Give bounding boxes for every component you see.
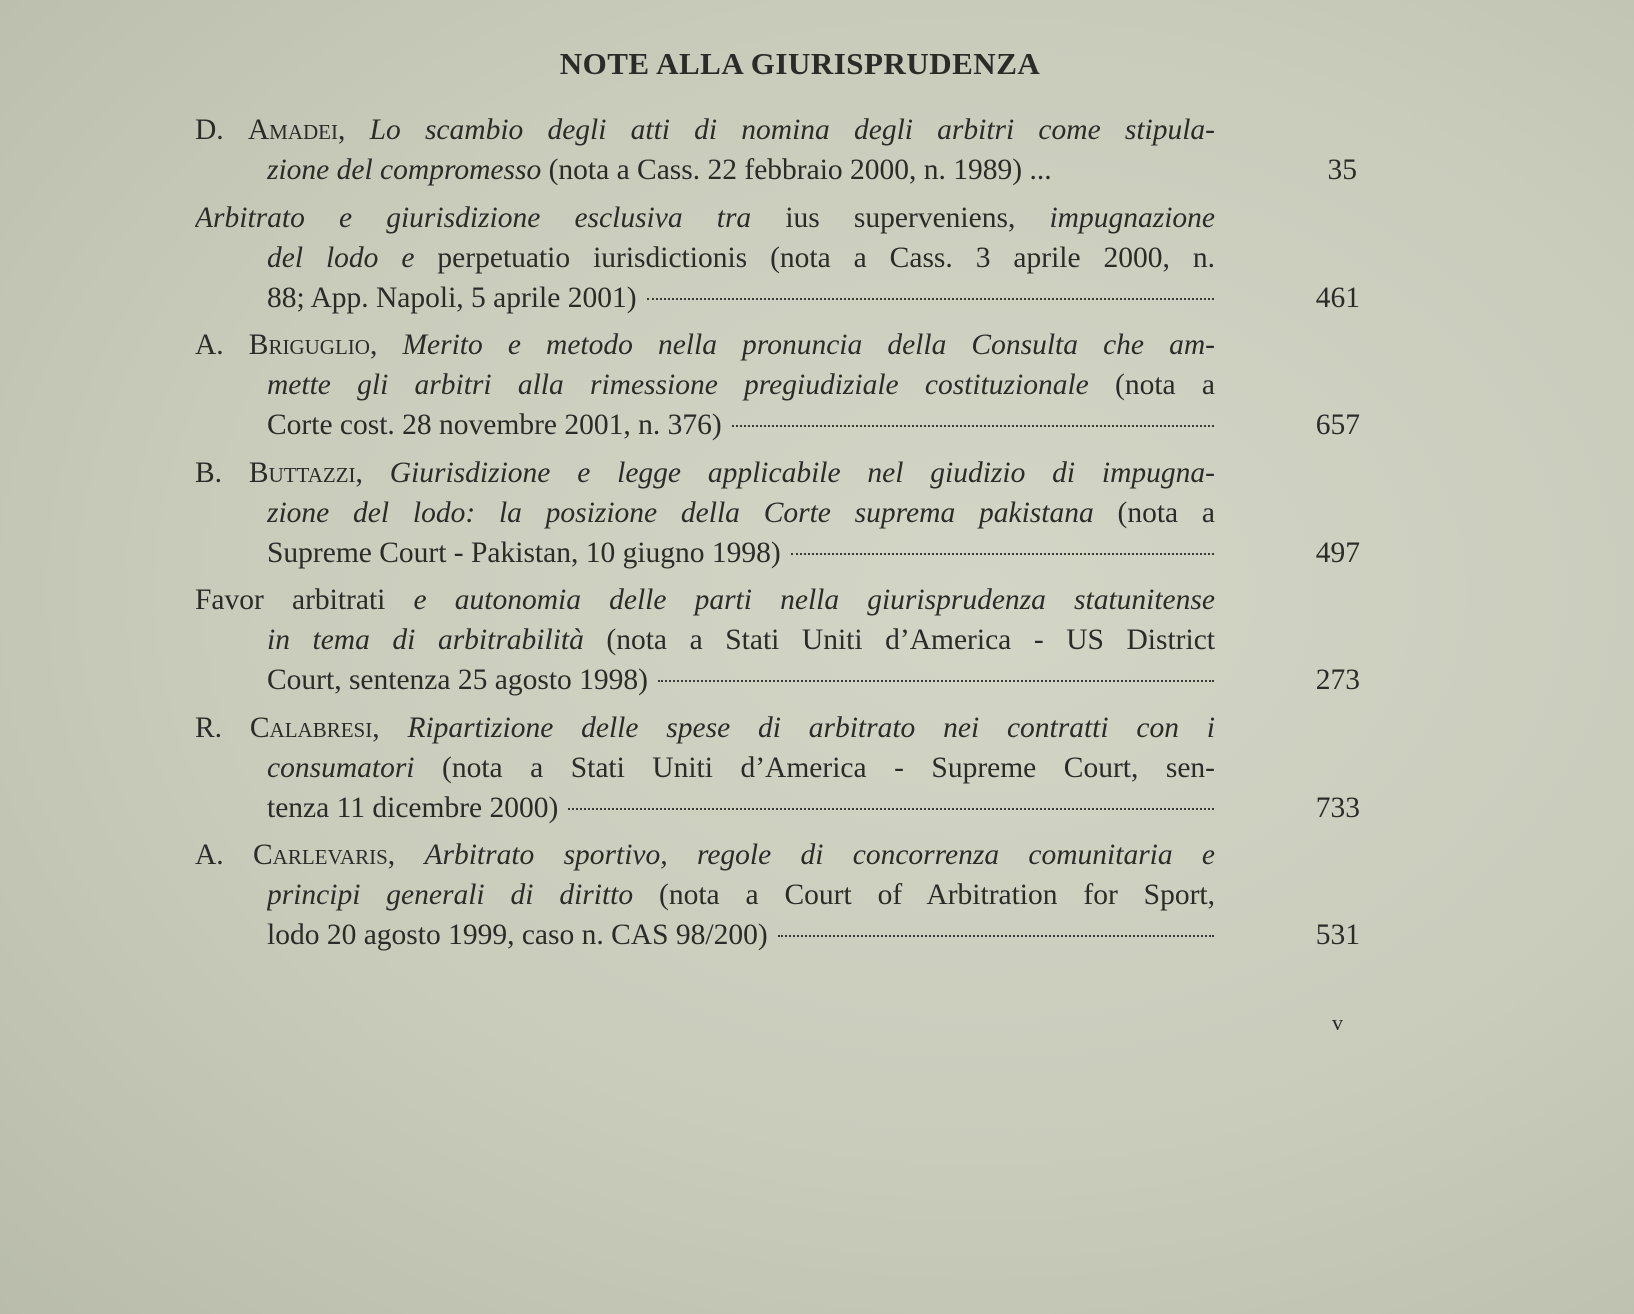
text-segment: ius superveniens,: [751, 201, 1050, 234]
page-number: 273: [1315, 664, 1360, 696]
entry-text: [267, 875, 1215, 915]
toc-line: [195, 493, 1360, 533]
toc-line: [195, 365, 1360, 405]
title-italic: Arbitrato e giurisdizione esclusiva tra: [195, 201, 752, 234]
section-title: NOTE ALLA GIURISPRUDENZA: [559, 46, 1041, 81]
entry-text: [195, 198, 1215, 238]
title-italic: Ripartizione delle spese di arbitrato nei contratti con i: [407, 711, 1215, 744]
toc-entry: [195, 110, 1360, 190]
text-segment: (nota a Cass. 22 febbraio 2000, n. 1989) ...: [541, 154, 1052, 186]
entry-text: [195, 835, 1215, 875]
text-segment: Supreme Court - Pakistan, 10 giugno 1998): [267, 536, 781, 569]
text-segment: Court, sentenza 25 agosto 1998): [267, 664, 648, 696]
toc-line: [195, 788, 1360, 828]
text-segment: (nota a Stati Uniti d’America - Supreme Court, sen-: [414, 751, 1215, 784]
text-segment: ,: [338, 114, 370, 146]
title-italic: impugnazione: [1049, 201, 1215, 234]
entry-text: [195, 110, 1215, 150]
page-number: 733: [1315, 791, 1360, 824]
toc-line: [195, 708, 1360, 748]
entry-text: [267, 405, 722, 445]
toc-line: [195, 325, 1360, 365]
text-segment: perpetuatio iurisdictionis (nota a Cass. 3 aprile 2000, n.: [414, 241, 1215, 274]
text-segment: tenza 11 dicembre 2000): [267, 791, 559, 824]
text-segment: D.: [195, 114, 248, 146]
text-segment: (nota a: [1088, 369, 1215, 401]
toc-line: [195, 110, 1360, 150]
toc-line: [195, 238, 1360, 278]
text-segment: (nota a: [1093, 496, 1215, 529]
toc-entry: [195, 325, 1360, 445]
entry-text: [195, 453, 1215, 493]
entry-text: [195, 708, 1215, 748]
table-of-contents: [195, 110, 1360, 963]
page-number: 461: [1315, 281, 1360, 314]
dot-leader: [568, 808, 1214, 810]
dot-leader: [732, 425, 1214, 427]
toc-line: [195, 875, 1360, 915]
title-italic: Giurisdizione e legge applicabile nel giudizio di impugna-: [389, 456, 1215, 489]
text-segment: R.: [195, 711, 250, 744]
entry-text: [195, 325, 1215, 365]
entry-text: [267, 493, 1215, 533]
title-italic: zione del compromesso: [267, 154, 542, 186]
toc-line: [195, 198, 1360, 238]
author-name: Calabresi: [249, 711, 373, 744]
title-italic: consumatori: [267, 751, 415, 784]
toc-line: [195, 620, 1360, 660]
title-italic: principi generali di diritto: [267, 879, 634, 911]
author-name: Carlevaris: [252, 839, 388, 871]
text-segment: (nota a Stati Uniti d’America - US District: [583, 624, 1215, 656]
text-segment: Favor arbitrati: [195, 584, 414, 616]
title-italic: e autonomia delle parti nella giurisprudenza statunitense: [413, 584, 1215, 616]
toc-line: [195, 748, 1360, 788]
page-number: 531: [1315, 919, 1360, 951]
title-italic: Merito e metodo nella pronuncia della Consulta che am-: [402, 329, 1215, 361]
text-segment: Corte cost. 28 novembre 2001, n. 376): [267, 409, 722, 441]
entry-text: [267, 150, 1215, 190]
title-italic: del lodo e: [267, 241, 415, 274]
toc-line: [195, 278, 1360, 318]
dot-leader: [791, 553, 1214, 555]
author-name: Buttazzi: [248, 456, 356, 489]
toc-entry: [195, 580, 1360, 700]
toc-line: [195, 660, 1360, 700]
text-segment: A.: [195, 329, 249, 361]
author-name: Briguglio: [248, 329, 370, 361]
dot-leader: [778, 935, 1214, 937]
text-segment: lodo 20 agosto 1999, caso n. CAS 98/200): [267, 919, 768, 951]
entry-text: [267, 788, 558, 828]
entry-text: [267, 365, 1215, 405]
author-name: Amadei: [247, 114, 339, 146]
text-segment: 88; App. Napoli, 5 aprile 2001): [267, 281, 637, 314]
title-italic: Arbitrato sportivo, regole di concorrenza comunitaria e: [424, 839, 1215, 871]
page-number-folio: v: [1332, 1010, 1343, 1035]
text-segment: ,: [369, 329, 403, 361]
entry-text: [195, 580, 1215, 620]
text-segment: B.: [195, 456, 249, 489]
page-number: 35: [1327, 154, 1357, 186]
text-segment: ,: [355, 456, 390, 489]
entry-text: [267, 748, 1215, 788]
text-segment: A.: [195, 839, 253, 871]
dot-leader: [658, 680, 1214, 682]
dot-leader: [647, 298, 1214, 300]
entry-text: [267, 238, 1215, 278]
title-italic: Lo scambio degli atti di nomina degli arbitri come stipula-: [369, 114, 1215, 146]
toc-entry: [195, 198, 1360, 318]
toc-entry: [195, 453, 1360, 573]
page-number: 657: [1315, 409, 1360, 441]
entry-text: [267, 660, 648, 700]
text-segment: ,: [387, 839, 425, 871]
title-italic: mette gli arbitri alla rimessione pregiudiziale costituzionale: [267, 369, 1089, 401]
title-italic: zione del lodo: la posizione della Corte suprema pakistana: [267, 496, 1094, 529]
text-segment: ,: [372, 711, 408, 744]
entry-text: [267, 620, 1215, 660]
toc-line: [195, 533, 1360, 573]
toc-entry: [195, 708, 1360, 828]
title-italic: in tema di arbitrabilità: [267, 624, 584, 656]
toc-line: [195, 150, 1360, 190]
toc-line: [195, 405, 1360, 445]
toc-line: [195, 915, 1360, 955]
entry-text: [267, 278, 637, 318]
toc-line: [195, 453, 1360, 493]
entry-text: [267, 533, 781, 573]
entry-text: [267, 915, 768, 955]
page-number: 497: [1315, 536, 1360, 569]
toc-entry: [195, 835, 1360, 955]
toc-line: [195, 835, 1360, 875]
toc-line: [195, 580, 1360, 620]
text-segment: (nota a Court of Arbitration for Sport,: [633, 879, 1215, 911]
